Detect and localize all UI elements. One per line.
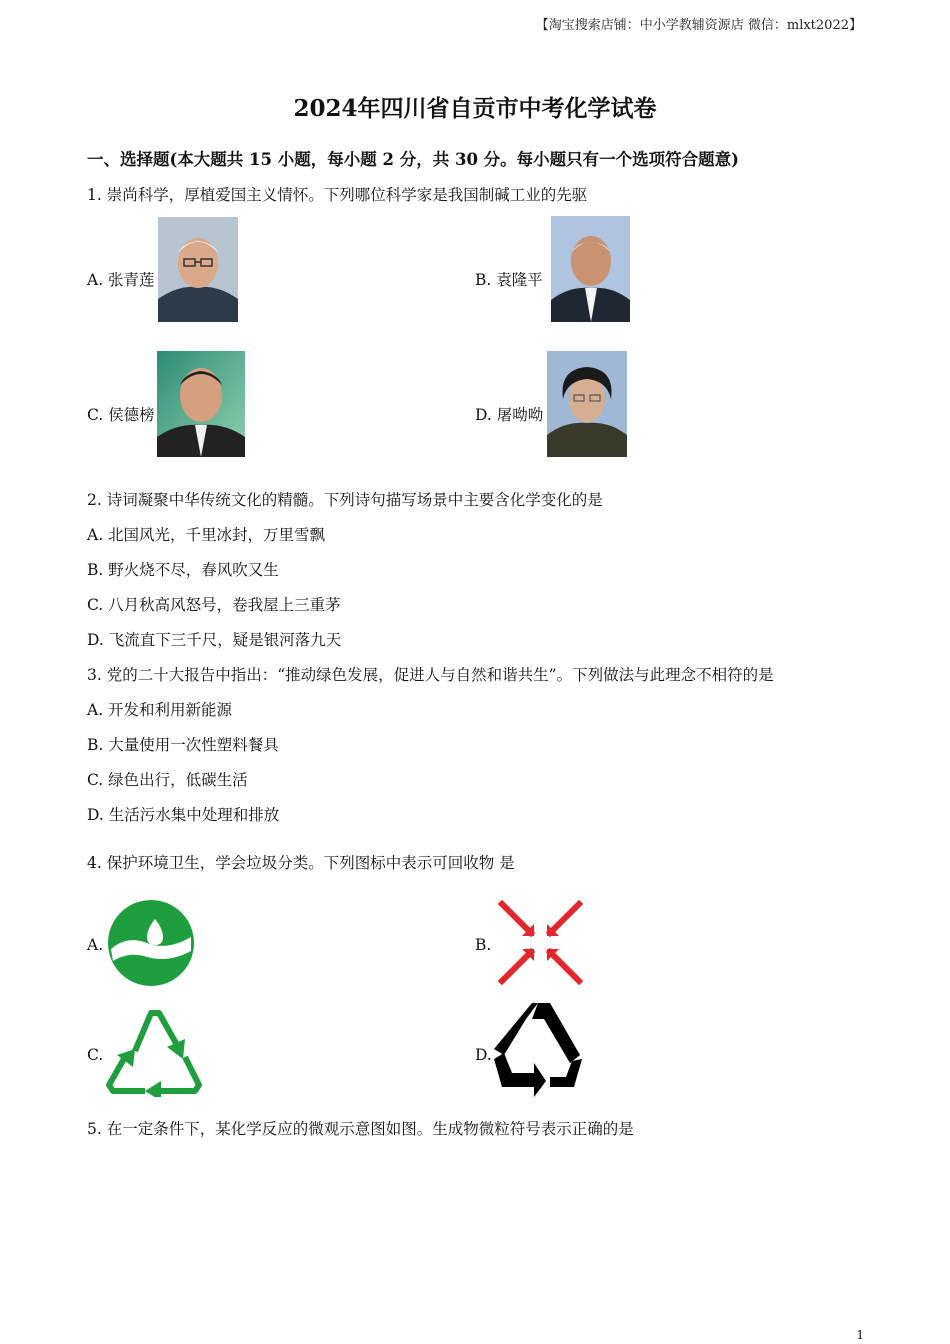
q2-option-b[interactable]: B. 野火烧不尽，春风吹又生 xyxy=(87,561,279,579)
q3-option-b[interactable]: B. 大量使用一次性塑料餐具 xyxy=(87,736,279,754)
question-2-stem: 2. 诗词凝聚中华传统文化的精髓。下列诗句描写场景中主要含化学变化的是 xyxy=(87,491,603,509)
q1-option-d[interactable]: D. 屠呦呦 xyxy=(475,406,544,424)
page-number: 1 xyxy=(856,1328,864,1342)
q2-option-c[interactable]: C. 八月秋高风怒号，卷我屋上三重茅 xyxy=(87,596,341,614)
q3-option-a[interactable]: A. 开发和利用新能源 xyxy=(87,701,233,719)
scientist-photo-c xyxy=(157,351,245,457)
question-3-stem: 3. 党的二十大报告中指出：“推动绿色发展，促进人与自然和谐共生”。下列做法与此理念不相符的是 xyxy=(87,666,774,684)
q4-option-a[interactable]: A. xyxy=(87,936,104,954)
q1-option-a[interactable]: A. 张青莲 xyxy=(87,271,155,289)
recycle-icon xyxy=(105,1005,205,1101)
q2-option-a[interactable]: A. 北国风光，千里冰封，万里雪飘 xyxy=(87,526,326,544)
scientist-photo-b xyxy=(551,216,630,322)
q1-option-c[interactable]: C. 侯德榜 xyxy=(87,406,155,424)
no-compress-icon xyxy=(498,900,583,989)
scientist-photo-d xyxy=(547,351,627,457)
section-heading: 一、选择题(本大题共 15 小题，每小题 2 分，共 30 分。每小题只有一个选项符合题意) xyxy=(87,150,739,169)
q4-option-d[interactable]: D. xyxy=(475,1046,492,1064)
header-note: 【淘宝搜索店铺：中小学教辅资源店 微信：mlxt2022】 xyxy=(535,18,862,33)
q4-option-c[interactable]: C. xyxy=(87,1046,104,1064)
question-5-stem: 5. 在一定条件下，某化学反应的微观示意图如图。生成物微粒符号表示正确的是 xyxy=(87,1120,634,1138)
q2-option-d[interactable]: D. 飞流直下三千尺，疑是银河落九天 xyxy=(87,631,342,649)
q3-option-d[interactable]: D. 生活污水集中处理和排放 xyxy=(87,806,280,824)
question-1-stem: 1. 崇尚科学，厚植爱国主义情怀。下列哪位科学家是我国制碱工业的先驱 xyxy=(87,186,588,204)
scientist-photo-a xyxy=(158,217,238,322)
page-title: 2024年四川省自贡市中考化学试卷 xyxy=(293,95,657,122)
q3-option-c[interactable]: C. 绿色出行，低碳生活 xyxy=(87,771,248,789)
recycle-black-icon xyxy=(494,1003,582,1103)
q4-option-b[interactable]: B. xyxy=(475,936,492,954)
water-saving-icon xyxy=(107,899,195,991)
question-4-stem: 4. 保护环境卫生，学会垃圾分类。下列图标中表示可回收物 是 xyxy=(87,854,515,872)
q1-option-b[interactable]: B. 袁隆平 xyxy=(475,271,543,289)
